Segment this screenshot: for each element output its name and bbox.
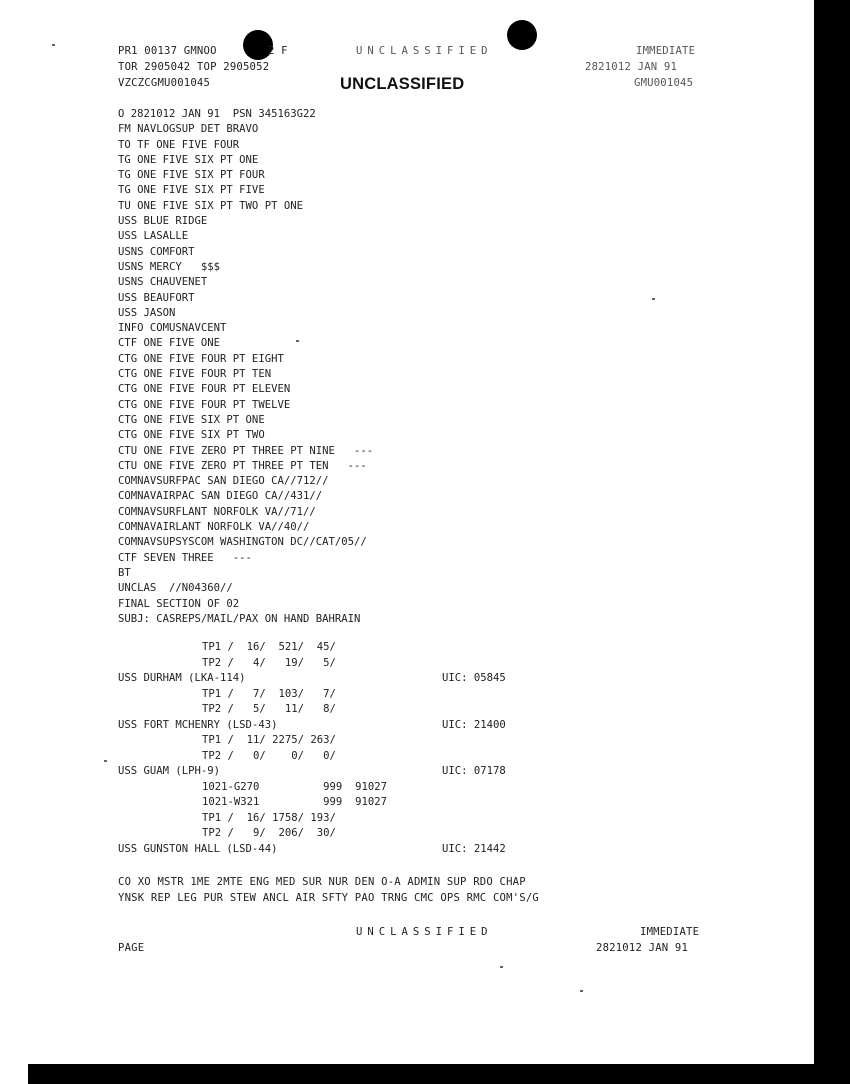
info-addressee-line: CTF ONE FIVE ONE (118, 337, 221, 350)
classification-stamp: UNCLASSIFIED (340, 75, 465, 93)
info-addressee-line: CTG ONE FIVE FOUR PT TEN (118, 368, 272, 381)
scan-speck (52, 44, 55, 46)
classification-line: FINAL SECTION OF 02 (118, 597, 240, 610)
info-addressee-line: COMNAVSURFLANT NORFOLK VA//71// (118, 505, 316, 518)
info-addressee-line: COMNAVAIRPAC SAN DIEGO CA//431// (118, 490, 323, 503)
dtg-line: O 2821012 JAN 91 PSN 345163G22 (118, 108, 316, 120)
addressee-line: USNS CHAUVENET (118, 276, 208, 289)
scan-speck (652, 298, 655, 300)
footer-dtg: 2821012 JAN 91 (596, 942, 689, 954)
table-cell: 1021-G270 999 91027 (202, 780, 387, 793)
footer-precedence: IMMEDIATE (640, 926, 700, 938)
info-addressee-line: CTG ONE FIVE FOUR PT ELEVEN (118, 383, 291, 396)
scan-speck (104, 760, 107, 762)
info-addressee-line: CTF SEVEN THREE --- (118, 551, 252, 564)
info-addressee-line: BT (118, 566, 131, 579)
scan-speck (500, 966, 503, 968)
ship-uic: UIC: 07178 (442, 765, 506, 777)
ship-name: USS FORT MCHENRY (LSD-43) (118, 718, 278, 731)
ship-name: USS GUNSTON HALL (LSD-44) (118, 842, 278, 855)
table-cell: TP1 / 16/ 521/ 45/ (202, 641, 336, 653)
addressee-line: USNS COMFORT (118, 245, 195, 258)
ship-uic: UIC: 21400 (442, 718, 506, 731)
addressee-line: TG ONE FIVE SIX PT FIVE (118, 184, 265, 197)
info-addressee-line: COMNAVSURFPAC SAN DIEGO CA//712// (118, 475, 329, 488)
addressee-line: USS JASON (118, 306, 176, 319)
header-line-1-suffix: 2 F (268, 45, 288, 57)
header-line-2-left: TOR 2905042 TOP 2905052 (118, 61, 270, 73)
ship-name: USS GUAM (LPH-9) (118, 765, 221, 777)
ship-uic: UIC: 05845 (442, 672, 506, 684)
info-line: INFO COMUSNAVCENT (118, 322, 227, 335)
info-addressee-line: CTU ONE FIVE ZERO PT THREE PT TEN --- (118, 459, 367, 472)
from-line: FM NAVLOGSUP DET BRAVO (118, 123, 259, 136)
table-cell: TP2 / 5/ 11/ 8/ (202, 703, 336, 715)
addressee-line: TG ONE FIVE SIX PT ONE (118, 153, 259, 166)
header-line-3-left: VZCZCGMU001045 (118, 77, 211, 89)
punch-hole-right (507, 20, 537, 50)
table-cell: TP2 / 9/ 206/ 30/ (202, 827, 336, 839)
info-addressee-line: CTG ONE FIVE FOUR PT EIGHT (118, 352, 284, 365)
message-body (118, 107, 373, 642)
info-addressee-line: CTG ONE FIVE SIX PT TWO (118, 429, 265, 442)
addressee-line: USS LASALLE (118, 230, 189, 243)
header-line-3-right: GMU001045 (634, 77, 694, 89)
info-addressee-line: COMNAVAIRLANT NORFOLK VA//40// (118, 521, 310, 534)
table-cell: 1021-W321 999 91027 (202, 796, 387, 808)
distribution-line-2: YNSK REP LEG PUR STEW ANCL AIR SFTY PAO TRNG CMC OPS RMC COM'S/G (118, 892, 539, 904)
info-addressee-line: CTG ONE FIVE FOUR PT TWELVE (118, 398, 291, 411)
header-precedence: IMMEDIATE (636, 45, 696, 57)
info-addressee-line: CTU ONE FIVE ZERO PT THREE PT NINE --- (118, 444, 374, 457)
scan-speck (580, 990, 583, 992)
table-cell: TP1 / 11/ 2275/ 263/ (202, 734, 336, 746)
addressee-line: USNS MERCY $$$ (118, 260, 221, 273)
info-addressee-line: COMNAVSUPSYSCOM WASHINGTON DC//CAT/05// (118, 536, 367, 549)
table-cell: TP2 / 4/ 19/ 5/ (202, 656, 336, 669)
page-label: PAGE (118, 942, 145, 954)
ship-name: USS DURHAM (LKA-114) (118, 672, 246, 684)
footer-classification: UNCLASSIFIED (356, 926, 493, 938)
scan-border-right (814, 0, 850, 1084)
to-line: TO TF ONE FIVE FOUR (118, 138, 240, 151)
section-line: SUBJ: CASREPS/MAIL/PAX ON HAND BAHRAIN (118, 612, 361, 625)
header-classification-top: UNCLASSIFIED (356, 45, 493, 57)
addressee-line: TG ONE FIVE SIX PT FOUR (118, 169, 265, 182)
table-cell: TP2 / 0/ 0/ 0/ (202, 749, 336, 762)
scan-border-bottom (28, 1064, 850, 1084)
info-addressee-line: CTG ONE FIVE SIX PT ONE (118, 413, 265, 426)
table-cell: TP1 / 7/ 103/ 7/ (202, 687, 336, 700)
distribution-line-1: CO XO MSTR 1ME 2MTE ENG MED SUR NUR DEN O-A ADMIN SUP RDO CHAP (118, 876, 526, 888)
addressee-line: TU ONE FIVE SIX PT TWO PT ONE (118, 199, 303, 212)
break-line: UNCLAS //N04360// (118, 582, 233, 595)
table-cell: TP1 / 16/ 1758/ 193/ (202, 811, 336, 824)
ship-uic: UIC: 21442 (442, 842, 506, 855)
header-line-1-left: PR1 00137 GMNOO (118, 45, 217, 57)
scan-speck (296, 340, 299, 342)
header-line-2-right: 2821012 JAN 91 (585, 61, 678, 73)
addressee-line: USS BLUE RIDGE (118, 215, 208, 228)
addressee-line: USS BEAUFORT (118, 291, 195, 304)
